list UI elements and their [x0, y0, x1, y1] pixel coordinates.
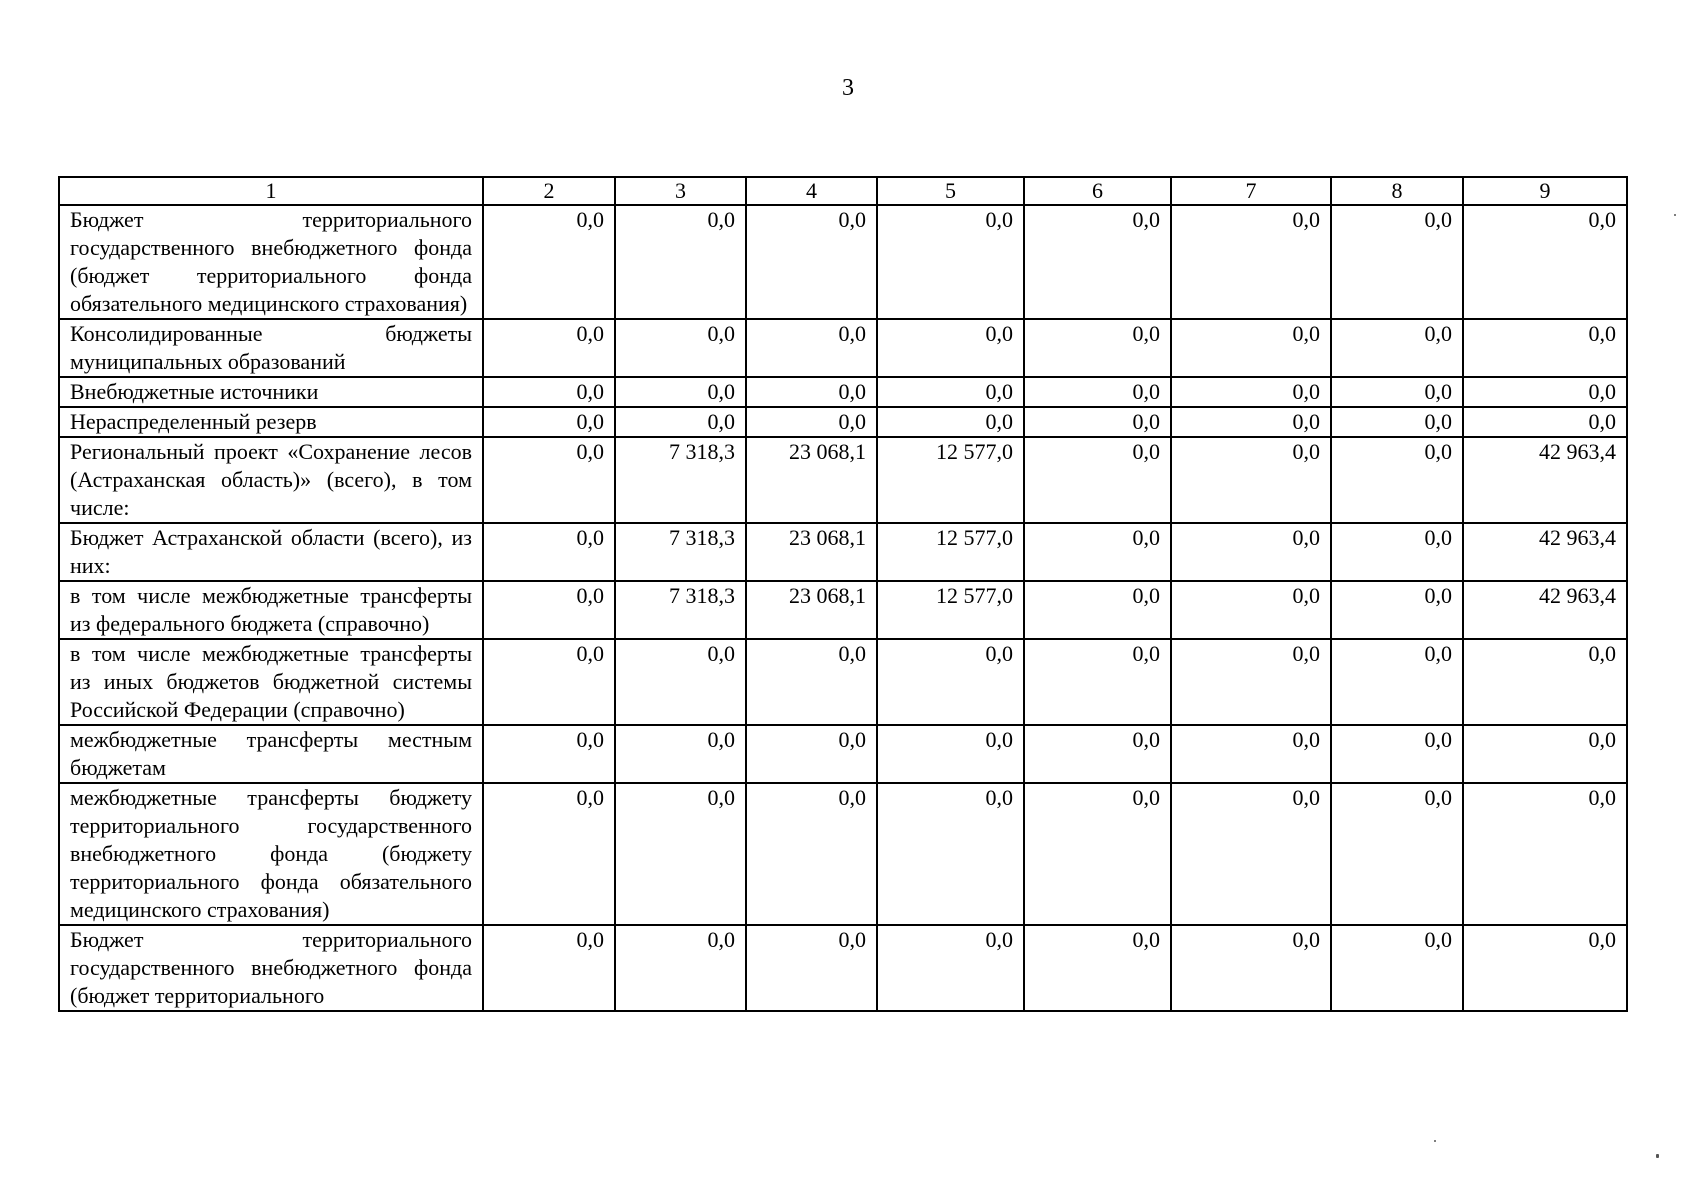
value-cell: 0,0 [615, 783, 746, 925]
table-row [59, 319, 1627, 377]
value-cell: 0,0 [483, 523, 615, 581]
table-row [59, 639, 1627, 725]
value-cell: 0,0 [877, 377, 1024, 407]
value-cell: 0,0 [877, 205, 1024, 319]
budget-table [58, 176, 1628, 1012]
column-header-6: 6 [1024, 177, 1171, 205]
value-cell: 0,0 [746, 639, 877, 725]
value-cell: 0,0 [615, 639, 746, 725]
value-cell: 0,0 [1024, 377, 1171, 407]
value-cell: 0,0 [746, 725, 877, 783]
value-cell: 0,0 [1331, 319, 1463, 377]
value-cell: 0,0 [1463, 319, 1627, 377]
value-cell: 42 963,4 [1463, 437, 1627, 523]
value-cell: 0,0 [1171, 639, 1331, 725]
value-cell: 0,0 [877, 783, 1024, 925]
row-label: межбюджетные трансферты местным бюджетам [59, 725, 483, 783]
value-cell: 0,0 [877, 319, 1024, 377]
value-cell: 0,0 [1331, 581, 1463, 639]
value-cell: 23 068,1 [746, 581, 877, 639]
value-cell: 0,0 [483, 725, 615, 783]
scan-speck [1656, 1154, 1659, 1158]
value-cell: 0,0 [1171, 407, 1331, 437]
row-label: Бюджет территориального государственного внебюджетного фонда (бюджет территориального [59, 925, 483, 1011]
value-cell: 0,0 [1024, 925, 1171, 1011]
table-row [59, 581, 1627, 639]
value-cell: 0,0 [1024, 523, 1171, 581]
row-label: Консолидированные бюджеты муниципальных образований [59, 319, 483, 377]
table-row [59, 783, 1627, 925]
value-cell: 0,0 [1463, 639, 1627, 725]
value-cell: 0,0 [877, 407, 1024, 437]
value-cell: 0,0 [1024, 437, 1171, 523]
value-cell: 0,0 [615, 925, 746, 1011]
value-cell: 0,0 [483, 205, 615, 319]
value-cell: 0,0 [483, 437, 615, 523]
value-cell: 0,0 [483, 639, 615, 725]
value-cell: 0,0 [1463, 407, 1627, 437]
value-cell: 0,0 [483, 783, 615, 925]
value-cell: 0,0 [1463, 925, 1627, 1011]
value-cell: 42 963,4 [1463, 523, 1627, 581]
table-row [59, 205, 1627, 319]
row-label: Бюджет Астраханской области (всего), из них: [59, 523, 483, 581]
value-cell: 0,0 [877, 639, 1024, 725]
value-cell: 0,0 [1463, 725, 1627, 783]
value-cell: 0,0 [1024, 407, 1171, 437]
page-number: 3 [842, 75, 854, 101]
column-header-3: 3 [615, 177, 746, 205]
value-cell: 0,0 [615, 319, 746, 377]
row-label: межбюджетные трансферты бюджету территориального государственного внебюджетного фонда (бюджету территориального фонда обязательного медицинского страхования) [59, 783, 483, 925]
value-cell: 0,0 [1331, 639, 1463, 725]
column-header-8: 8 [1331, 177, 1463, 205]
row-label: Региональный проект «Сохранение лесов (Астраханская область)» (всего), в том числе: [59, 437, 483, 523]
value-cell: 0,0 [1171, 377, 1331, 407]
value-cell: 0,0 [746, 407, 877, 437]
value-cell: 7 318,3 [615, 523, 746, 581]
column-number-row [59, 177, 1627, 205]
row-label: Нераспределенный резерв [59, 407, 483, 437]
value-cell: 0,0 [1171, 205, 1331, 319]
column-header-1: 1 [59, 177, 483, 205]
value-cell: 0,0 [615, 407, 746, 437]
value-cell: 0,0 [1331, 205, 1463, 319]
value-cell: 0,0 [483, 925, 615, 1011]
value-cell: 0,0 [746, 205, 877, 319]
value-cell: 12 577,0 [877, 437, 1024, 523]
value-cell: 0,0 [1171, 437, 1331, 523]
table-row [59, 523, 1627, 581]
value-cell: 0,0 [877, 725, 1024, 783]
value-cell: 0,0 [1024, 783, 1171, 925]
value-cell: 0,0 [615, 725, 746, 783]
value-cell: 0,0 [1024, 581, 1171, 639]
value-cell: 0,0 [1463, 783, 1627, 925]
value-cell: 0,0 [1171, 319, 1331, 377]
value-cell: 0,0 [615, 205, 746, 319]
value-cell: 0,0 [1331, 925, 1463, 1011]
column-header-9: 9 [1463, 177, 1627, 205]
value-cell: 12 577,0 [877, 523, 1024, 581]
value-cell: 0,0 [1024, 319, 1171, 377]
table-row [59, 377, 1627, 407]
table-body [59, 205, 1627, 1011]
table-row [59, 437, 1627, 523]
value-cell: 0,0 [483, 581, 615, 639]
value-cell: 0,0 [1171, 925, 1331, 1011]
value-cell: 0,0 [746, 377, 877, 407]
row-label: Бюджет территориального государственного внебюджетного фонда (бюджет территориального фонда обязательного медицинского страхования) [59, 205, 483, 319]
value-cell: 0,0 [1171, 725, 1331, 783]
table-row [59, 725, 1627, 783]
value-cell: 23 068,1 [746, 437, 877, 523]
value-cell: 0,0 [1171, 581, 1331, 639]
value-cell: 0,0 [483, 319, 615, 377]
column-header-2: 2 [483, 177, 615, 205]
table-header [59, 177, 1627, 205]
column-header-4: 4 [746, 177, 877, 205]
value-cell: 7 318,3 [615, 437, 746, 523]
row-label: Внебюджетные источники [59, 377, 483, 407]
row-label: в том числе межбюджетные трансферты из иных бюджетов бюджетной системы Российской Федерации (справочно) [59, 639, 483, 725]
value-cell: 23 068,1 [746, 523, 877, 581]
value-cell: 0,0 [1024, 205, 1171, 319]
value-cell: 7 318,3 [615, 581, 746, 639]
value-cell: 0,0 [615, 377, 746, 407]
value-cell: 0,0 [1331, 377, 1463, 407]
value-cell: 0,0 [1331, 407, 1463, 437]
value-cell: 0,0 [1463, 377, 1627, 407]
scan-speck [1674, 214, 1676, 216]
value-cell: 0,0 [877, 925, 1024, 1011]
value-cell: 0,0 [746, 925, 877, 1011]
value-cell: 0,0 [1331, 783, 1463, 925]
value-cell: 0,0 [483, 377, 615, 407]
value-cell: 0,0 [483, 407, 615, 437]
value-cell: 0,0 [746, 783, 877, 925]
value-cell: 0,0 [1024, 639, 1171, 725]
value-cell: 0,0 [1171, 523, 1331, 581]
value-cell: 0,0 [1331, 725, 1463, 783]
value-cell: 0,0 [1024, 725, 1171, 783]
value-cell: 12 577,0 [877, 581, 1024, 639]
scan-speck [1434, 1140, 1436, 1142]
value-cell: 42 963,4 [1463, 581, 1627, 639]
table-row [59, 925, 1627, 1011]
value-cell: 0,0 [1331, 523, 1463, 581]
row-label: в том числе межбюджетные трансферты из федерального бюджета (справочно) [59, 581, 483, 639]
value-cell: 0,0 [1463, 205, 1627, 319]
column-header-7: 7 [1171, 177, 1331, 205]
value-cell: 0,0 [1331, 437, 1463, 523]
value-cell: 0,0 [746, 319, 877, 377]
table-row [59, 407, 1627, 437]
column-header-5: 5 [877, 177, 1024, 205]
value-cell: 0,0 [1171, 783, 1331, 925]
